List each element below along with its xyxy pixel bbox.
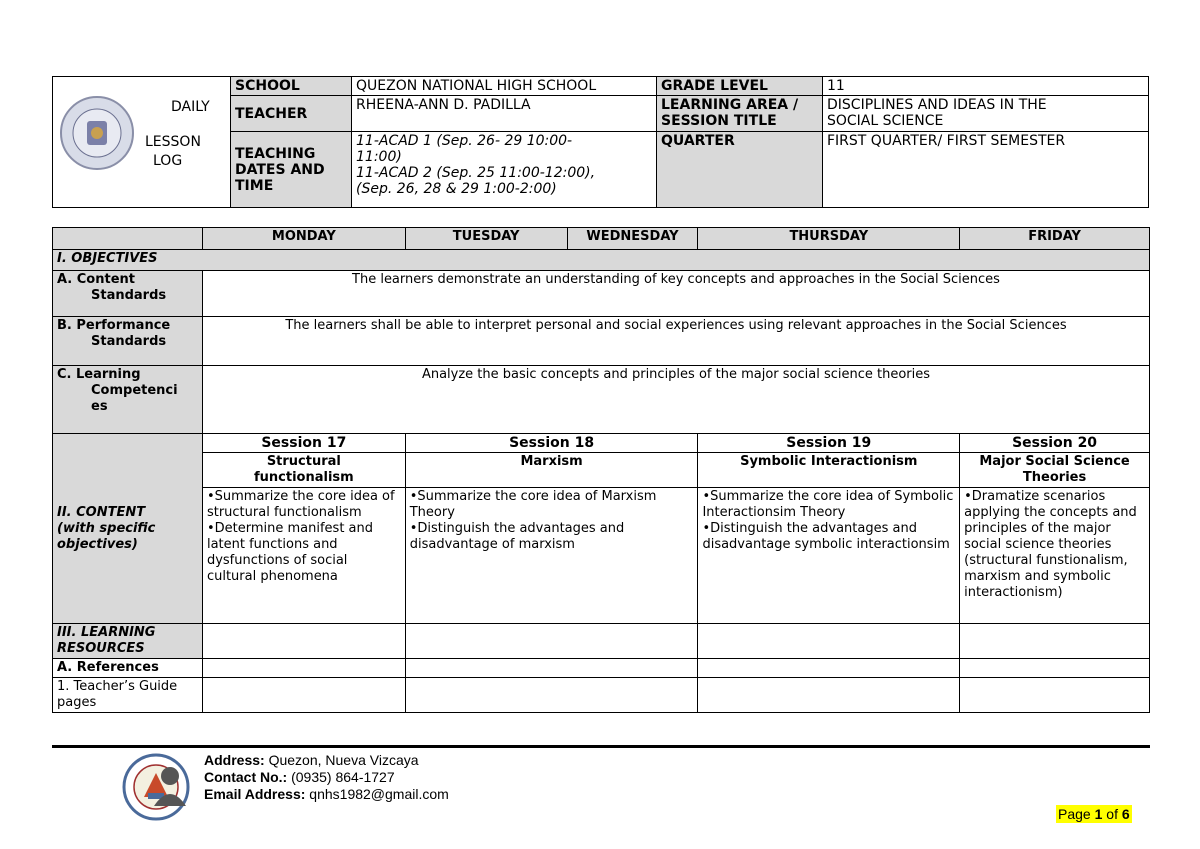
page-word: Page: [1058, 806, 1091, 822]
performance-standards-label-line1: B. Performance: [57, 318, 171, 333]
list-item: • Dramatize scenarios applying the concepts and principles of the major social science theories (structural funstionalism, marxism and symbolic interactionism): [964, 489, 1145, 601]
content-heading-line1: II. CONTENT: [57, 504, 146, 520]
learning-resources-heading: [53, 624, 203, 659]
session-17-label: Session 17: [202, 434, 405, 453]
session-18-objectives: [405, 488, 698, 624]
content-standards-label-line1: A. Content: [57, 272, 135, 287]
log-title-line2: LESSON: [145, 134, 201, 150]
area-value: [823, 96, 1149, 132]
day-monday: MONDAY: [202, 228, 405, 250]
session-17-title-line2: functionalism: [253, 470, 354, 485]
table-cell: [960, 659, 1150, 678]
content-heading-line3: objectives): [57, 536, 138, 552]
dates-value: [352, 132, 657, 208]
objectives-heading: I. OBJECTIVES: [53, 250, 1150, 271]
table-cell: [960, 678, 1150, 713]
dates-label: [231, 132, 352, 208]
dates-label-line3: TIME: [235, 177, 274, 194]
references-label: A. References: [53, 659, 203, 678]
teacher-label: TEACHER: [231, 96, 352, 132]
session-19-objectives: [698, 488, 960, 624]
day-friday: FRIDAY: [960, 228, 1150, 250]
learning-competencies-label-line2: Competenci: [91, 383, 178, 398]
content-standards-text: The learners demonstrate an understanding of key concepts and approaches in the Social Sciences: [202, 271, 1149, 317]
dates-value-line1: 11-ACAD 1 (Sep. 26- 29 10:00-: [356, 133, 573, 149]
learning-resources-heading-line1: III. LEARNING: [57, 625, 156, 640]
footer-divider: [52, 745, 1150, 748]
list-item: • Distinguish the advantages and disadvantage of marxism: [410, 521, 694, 553]
address-line: [204, 752, 449, 769]
dates-label-line2: DATES AND: [235, 161, 325, 178]
email-line: [204, 786, 449, 803]
session-18-title: Marxism: [405, 453, 698, 488]
performance-standards-text: The learners shall be able to interpret personal and social experiences using relevant approaches in the Social Sciences: [202, 317, 1149, 366]
quarter-label: QUARTER: [657, 132, 823, 208]
area-value-line2: SOCIAL SCIENCE: [827, 113, 944, 129]
session-20-objectives: [960, 488, 1150, 624]
session-17-title: [202, 453, 405, 488]
table-cell: [960, 624, 1150, 659]
session-19-title: Symbolic Interactionism: [698, 453, 960, 488]
session-20-label: Session 20: [960, 434, 1150, 453]
area-label: [657, 96, 823, 132]
email-value: qnhs1982@gmail.com: [309, 786, 449, 802]
learning-resources-heading-line2: RESOURCES: [57, 641, 145, 656]
logo-cell: [53, 77, 231, 208]
grade-value: 11: [823, 77, 1149, 96]
dates-value-line2: 11:00): [356, 149, 402, 165]
session-17-title-line1: Structural: [266, 454, 341, 469]
session-18-label: Session 18: [405, 434, 698, 453]
page-indicator: [1056, 805, 1132, 823]
day-tuesday: TUESDAY: [405, 228, 567, 250]
table-cell: [698, 659, 960, 678]
address-label: Address:: [204, 752, 265, 768]
log-title-line1: DAILY: [171, 99, 210, 115]
content-standards-label-line2: Standards: [91, 288, 167, 303]
session-18-bullet-list: [410, 489, 694, 553]
performance-standards-label-line2: Standards: [91, 334, 167, 349]
learning-competencies-label-line1: C. Learning: [57, 367, 141, 382]
teachers-guide-label-line2: pages: [57, 695, 97, 710]
content-standards-label: [53, 271, 203, 317]
page-current: 1: [1094, 806, 1103, 822]
corner-cell: [53, 228, 203, 250]
dates-value-line3: 11-ACAD 2 (Sep. 25 11:00-12:00),: [356, 165, 596, 181]
table-cell: [202, 659, 405, 678]
dates-value-line4: (Sep. 26, 28 & 29 1:00-2:00): [356, 181, 557, 197]
list-item: • Summarize the core idea of Marxism Theory: [410, 489, 694, 521]
list-item: • Determine manifest and latent functions and dysfunctions of social cultural phenomena: [207, 521, 401, 585]
area-label-line2: SESSION TITLE: [661, 113, 777, 129]
table-cell: [405, 678, 698, 713]
grade-label: GRADE LEVEL: [657, 77, 823, 96]
session-19-label: Session 19: [698, 434, 960, 453]
deped-seal-icon: [59, 95, 135, 171]
log-title-line3: LOG: [153, 153, 183, 169]
area-label-line1: LEARNING AREA /: [661, 97, 799, 113]
teachers-guide-label: [53, 678, 203, 713]
table-cell: [405, 624, 698, 659]
page-of: of: [1106, 806, 1118, 822]
address-value: Quezon, Nueva Vizcaya: [268, 752, 419, 768]
session-20-title-line2: Theories: [1022, 470, 1087, 485]
teacher-value: RHEENA-ANN D. PADILLA: [352, 96, 657, 132]
day-thursday: THURSDAY: [698, 228, 960, 250]
table-cell: [698, 678, 960, 713]
area-value-line1: DISCIPLINES AND IDEAS IN THE: [827, 97, 1047, 113]
email-label: Email Address:: [204, 786, 306, 802]
list-item: • Summarize the core idea of structural functionalism: [207, 489, 401, 521]
performance-standards-label: [53, 317, 203, 366]
contact-block: [204, 752, 449, 803]
content-heading: [53, 434, 203, 624]
session-17-bullet-list: [207, 489, 401, 585]
teachers-guide-label-line1: 1. Teacher’s Guide: [57, 679, 178, 694]
dates-label-line1: TEACHING: [235, 145, 316, 162]
table-cell: [698, 624, 960, 659]
day-wednesday: WEDNESDAY: [567, 228, 698, 250]
session-19-bullet-list: [702, 489, 955, 553]
contact-line: [204, 769, 449, 786]
session-20-bullet-list: [964, 489, 1145, 601]
learning-competencies-label: [53, 366, 203, 434]
school-label: SCHOOL: [231, 77, 352, 96]
session-17-objectives: [202, 488, 405, 624]
school-value: QUEZON NATIONAL HIGH SCHOOL: [352, 77, 657, 96]
quarter-value: FIRST QUARTER/ FIRST SEMESTER: [823, 132, 1149, 208]
session-20-title: [960, 453, 1150, 488]
learning-competencies-label-line3: es: [91, 399, 108, 414]
session-20-title-line1: Major Social Science: [979, 454, 1130, 469]
contact-value: (0935) 864-1727: [291, 769, 395, 785]
days-row: [53, 228, 1150, 250]
lesson-table: [52, 227, 1150, 713]
portrait-icon: [150, 760, 190, 808]
table-cell: [202, 678, 405, 713]
table-cell: [405, 659, 698, 678]
page-total: 6: [1121, 806, 1130, 822]
contact-label: Contact No.:: [204, 769, 288, 785]
list-item: • Summarize the core idea of Symbolic Interactionsim Theory: [702, 489, 955, 521]
header-table: [52, 76, 1149, 208]
list-item: • Distinguish the advantages and disadvantage symbolic interactionsim: [702, 521, 955, 553]
learning-competencies-text: Analyze the basic concepts and principles of the major social science theories: [202, 366, 1149, 434]
table-cell: [202, 624, 405, 659]
content-heading-line2: (with specific: [57, 520, 156, 536]
